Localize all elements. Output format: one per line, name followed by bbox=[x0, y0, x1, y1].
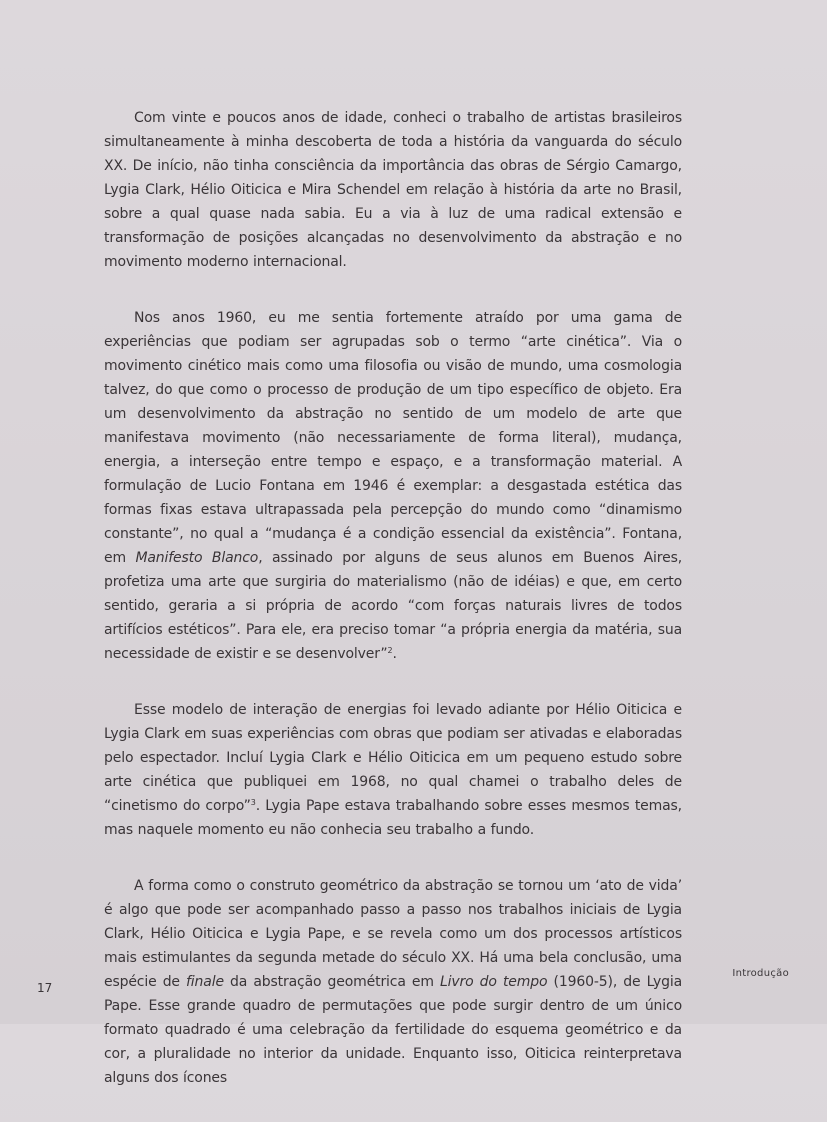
text-segment: , assinado por alguns de seus alunos em Buenos Aires, profetiza uma arte que surgiria do materialismo (não de idéias) e que, em certo sentido, geraria a si própria de acordo “com forças naturais livres de todos artifícios estéticos”. Para ele, era preciso tomar “a própria energia da matéria, sua necessidade de existir e se desenvolver” bbox=[104, 550, 683, 662]
italic-title: Livro do tempo bbox=[439, 974, 548, 990]
text-segment: . Lygia Pape estava trabalhando sobre esses mesmos temas, mas naquele momento eu não conhecia seu trabalho a fundo. bbox=[104, 798, 682, 838]
body-text bbox=[104, 106, 682, 1122]
italic-title: Manifesto Blanco bbox=[135, 550, 259, 566]
footnote-marker: 2 bbox=[387, 646, 393, 655]
paragraph-4 bbox=[104, 874, 682, 1090]
text-segment: Com vinte e poucos anos de idade, conheci o trabalho de artistas brasileiros simultaneamente à minha descoberta de toda a história da vanguarda do século XX. De início, não tinha consciência da importância das obras de Sérgio Camargo, Lygia Clark, Hélio Oiticica e Mira Schendel em relação à história da arte no Brasil, sobre a qual quase nada sabia. Eu a via à luz de uma radical extensão e transformação de posições alcançadas no desenvolvimento da abstração e no movimento moderno internacional. bbox=[104, 110, 682, 270]
text-segment: Nos anos 1960, eu me sentia fortemente atraído por uma gama de experiências que podiam ser agrupadas sob o termo “arte cinética”. Via o movimento cinético mais como uma filosofia ou visão de mundo, uma cosmologia talvez, do que como o processo de produção de um tipo específico de objeto. Era um desenvolvimento da abstração no sentido de um modelo de arte que manifestava movimento (não necessariamente de forma literal), mudança, energia, a interseção entre tempo e espaço, e a transformação material. A formulação de Lucio Fontana em 1946 é exemplar: a desgastada estética das formas fixas estava ultrapassada pela percepção do mundo como “dinamismo constante”, no qual a “mudança é a condição essencial da existência”. Fontana, em bbox=[104, 310, 682, 566]
text-segment: A forma como o construto geométrico da abstração se tornou um ‘ato de vida’ é algo que pode ser acompanhado passo a passo nos trabalhos iniciais de Lygia Clark, Hélio Oiticica e Lygia Pape, e se revela como um dos processos artísticos mais estimulantes da segunda metade do século XX. Há uma bela conclusão, uma espécie de bbox=[104, 878, 682, 990]
paragraph-1 bbox=[104, 106, 682, 274]
paragraph-2 bbox=[104, 306, 682, 666]
page-number: 17 bbox=[37, 981, 53, 995]
text-segment: . bbox=[392, 646, 397, 662]
paragraph-3 bbox=[104, 698, 682, 842]
footnote-marker: 3 bbox=[250, 798, 256, 807]
text-segment: Esse modelo de interação de energias foi levado adiante por Hélio Oiticica e Lygia Clark em suas experiências com obras que podiam ser ativadas e elaboradas pelo espectador. Incluí Lygia Clark e Hélio Oiticica em um pequeno estudo sobre arte cinética que publiquei em 1968, no qual chamei o trabalho deles de “cinetismo do corpo” bbox=[104, 702, 682, 814]
text-segment: (1960-5), de Lygia Pape. Esse grande quadro de permutações que pode surgir dentro de um único formato quadrado é uma celebração da fertilidade do esquema geométrico e da cor, a pluralidade no interior da unidade. Enquanto isso, Oiticica reinterpretava alguns dos ícones bbox=[104, 974, 682, 1086]
italic-title: finale bbox=[186, 974, 224, 990]
text-segment: da abstração geométrica em bbox=[223, 974, 440, 990]
section-label: Introdução bbox=[732, 968, 789, 979]
